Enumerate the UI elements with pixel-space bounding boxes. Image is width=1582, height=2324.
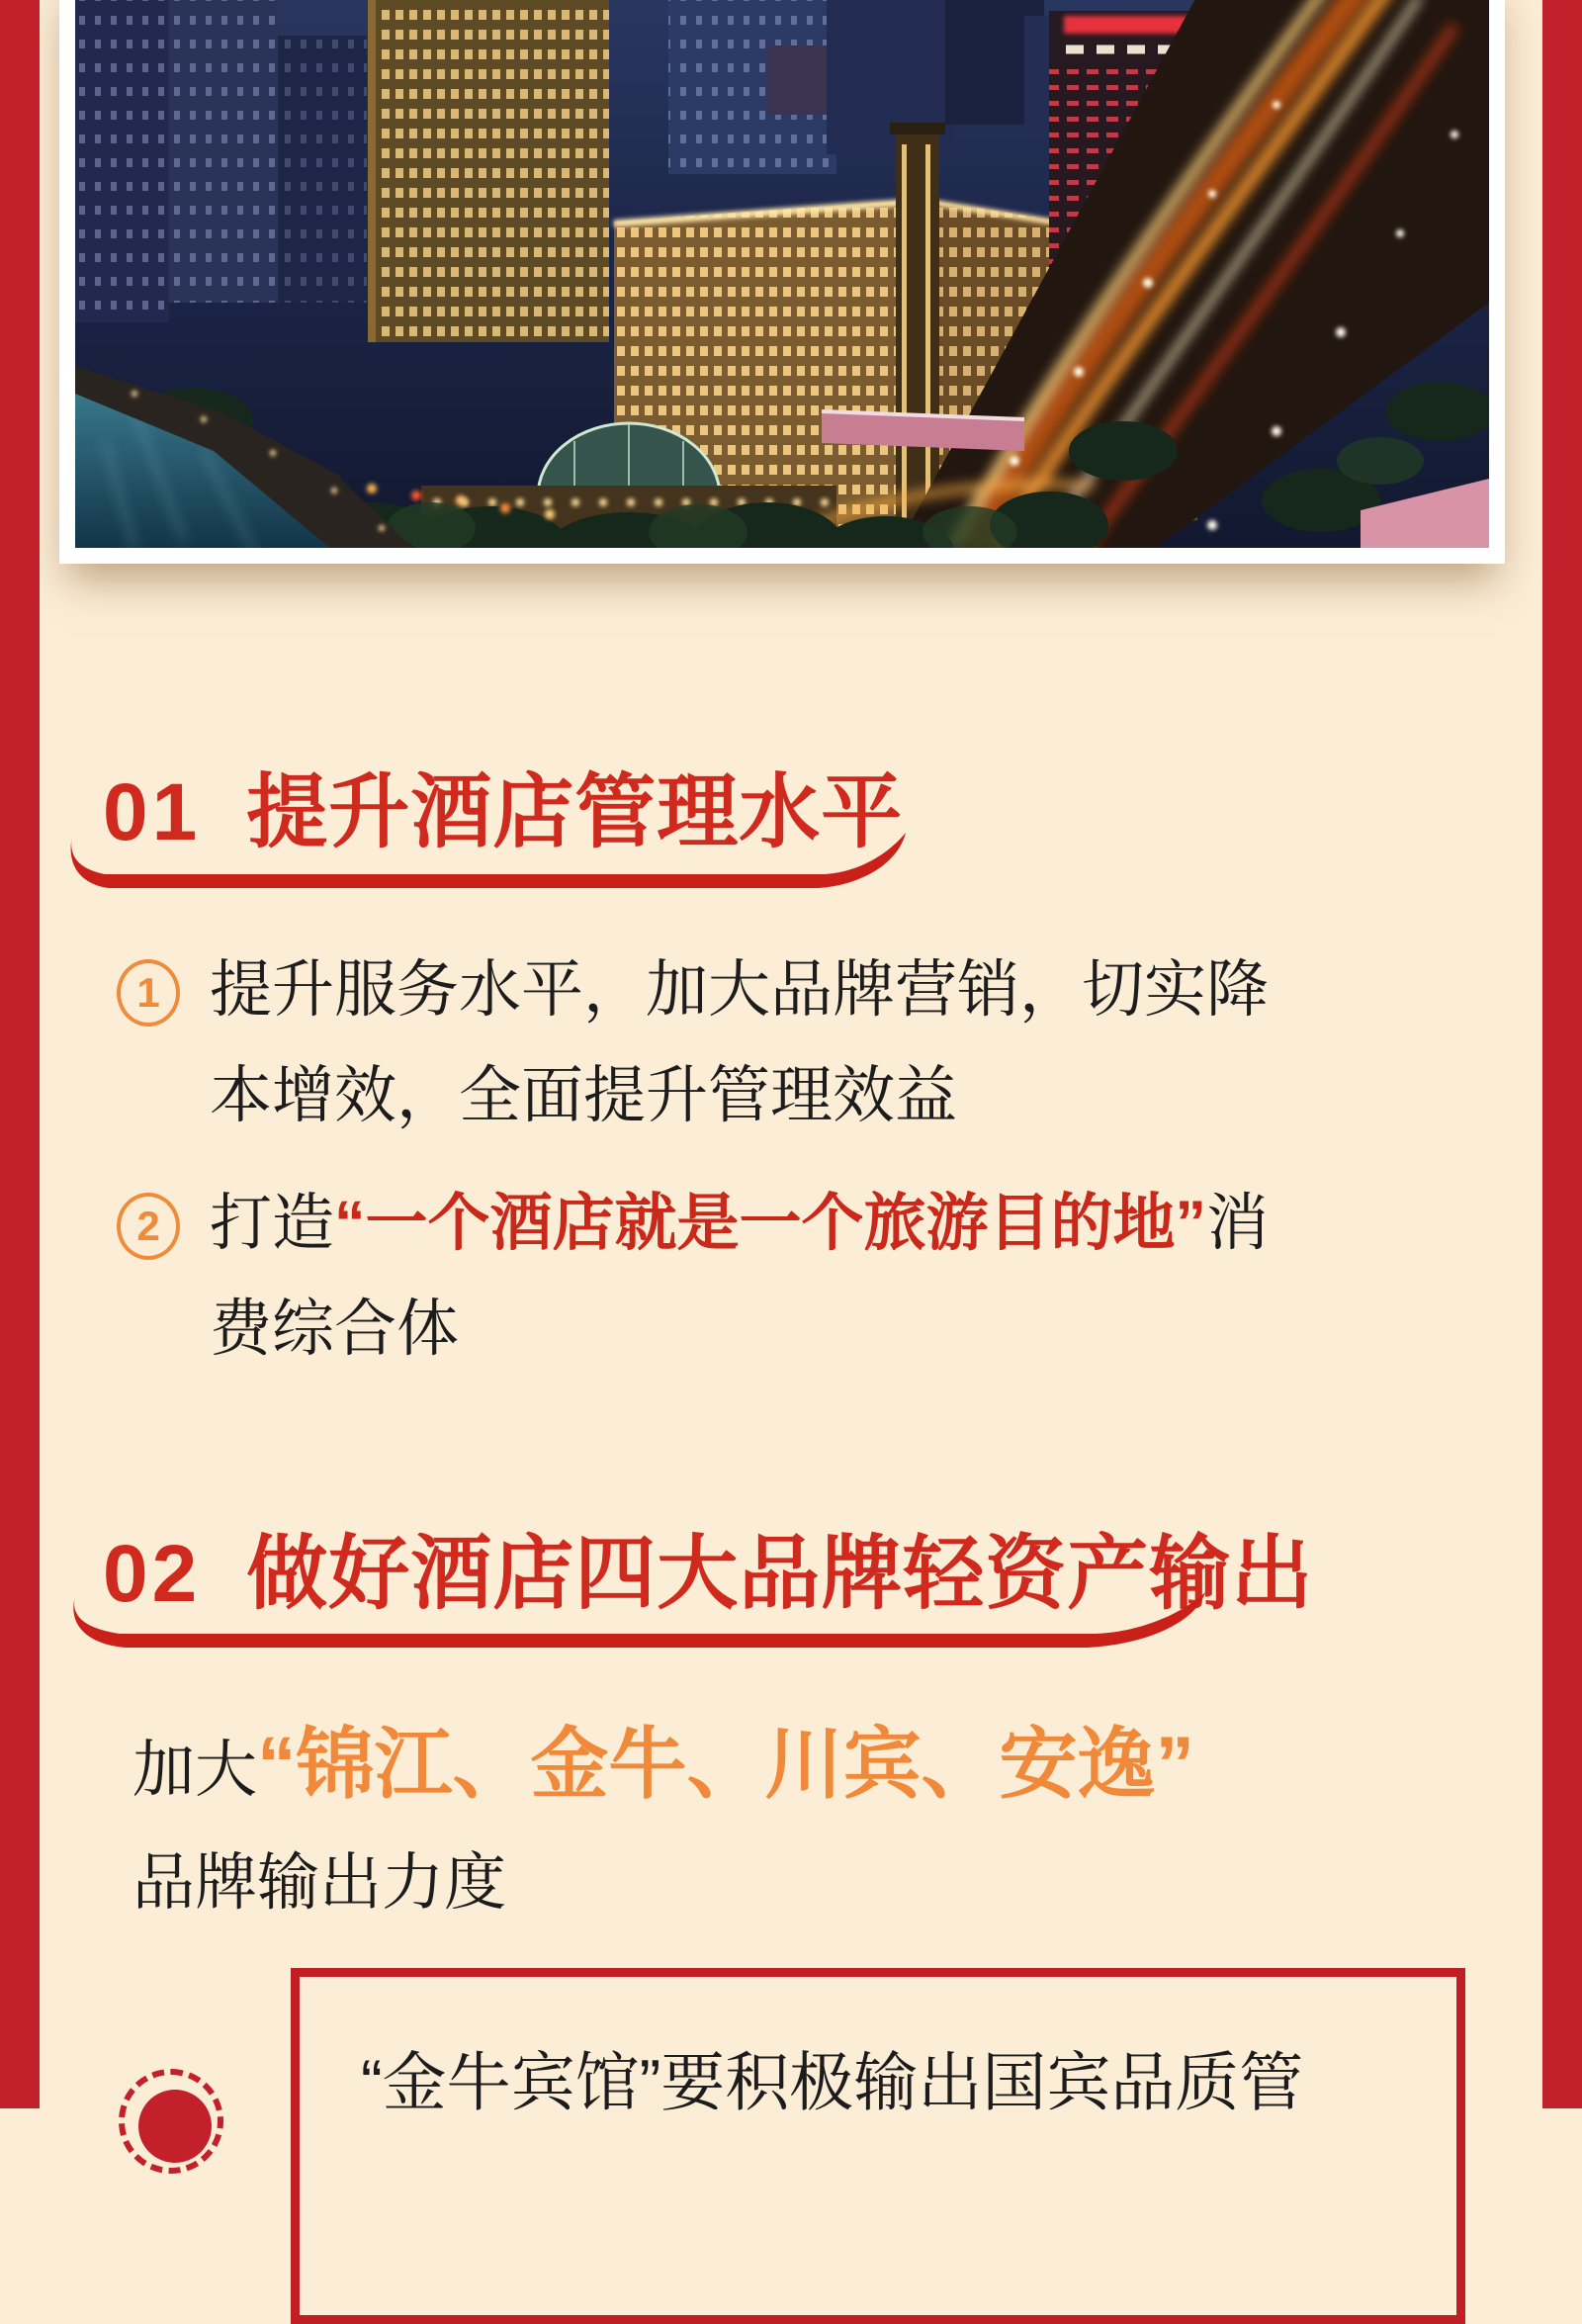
section-1-list [117, 938, 1501, 1404]
list-item [117, 1171, 1501, 1383]
hero-photo-frame [59, 0, 1505, 564]
section-2-underline [63, 1592, 1216, 1648]
right-red-band [1542, 0, 1582, 2108]
section-1-title: 提升酒店管理水平 [246, 767, 904, 857]
quote-box [291, 1968, 1465, 2324]
circled-number-2: 2 [117, 1193, 180, 1260]
circled-number-1: 1 [117, 959, 180, 1027]
section-1-underline [63, 833, 914, 888]
quote-box-text: “金牛宾馆”要积极输出国宾品质管 [361, 2046, 1304, 2118]
section-2-title: 做好酒店四大品牌轻资产输出 [246, 1529, 1314, 1619]
city-night-illustration [75, 0, 1489, 548]
section-1-number: 01 [103, 767, 202, 857]
section-2-paragraph: 加大“锦江、金牛、川宾、安逸” 品牌输出力度 [132, 1720, 1194, 1918]
hero-photo [75, 0, 1489, 548]
list-item-text: 提升服务水平，加大品牌营销，切实降 本增效，全面提升管理效益 [210, 955, 1269, 1130]
list-item-text: 打造“一个酒店就是一个旅游目的地”消 费综合体 [210, 1189, 1269, 1364]
solid-circle-decoration [138, 2090, 212, 2163]
section-2-number: 02 [103, 1529, 202, 1619]
list-item [117, 938, 1501, 1149]
left-red-band [0, 0, 40, 2108]
